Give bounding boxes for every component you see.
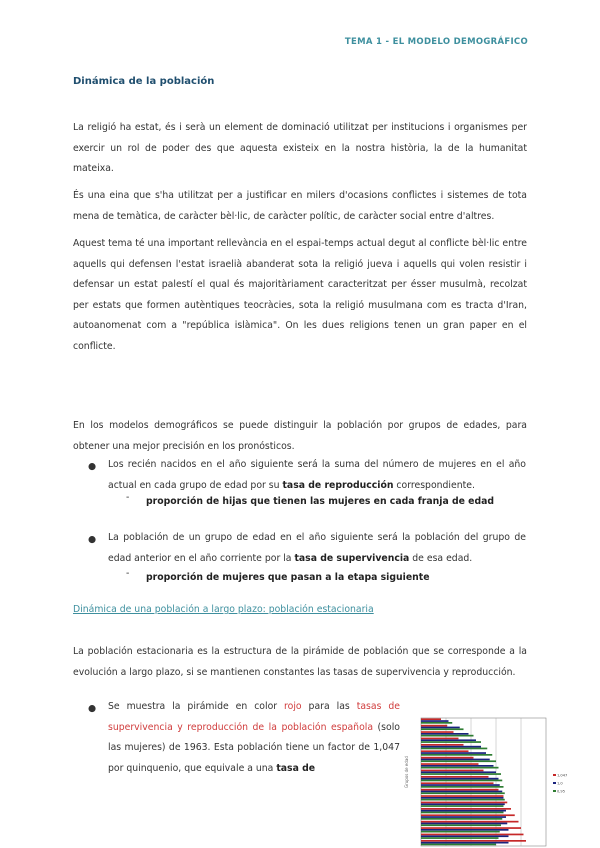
chart-legend-label: 1,047 <box>557 773 568 778</box>
pyramid-chart <box>405 712 570 848</box>
bullet-survival: La población de un grupo de edad en el año siguiente será la población del grupo de edad anterior en el año corriente por la tasa de supervivencia de esa edad. <box>108 532 526 564</box>
chart-bar <box>421 844 496 846</box>
chart-legend-swatch <box>553 790 556 792</box>
chart-bar <box>421 782 494 784</box>
chart-bar <box>421 767 499 769</box>
chart-bar <box>421 786 504 788</box>
chart-bar <box>421 778 499 780</box>
chart-bar <box>421 823 507 825</box>
chart-bar <box>421 805 504 807</box>
chart-bar <box>421 810 506 812</box>
chart-bar <box>421 837 499 839</box>
link-stationary-population[interactable]: Dinámica de una población a largo plazo: población estacionaria <box>73 604 374 615</box>
section-title: Dinámica de la población <box>73 76 215 87</box>
chart-plot-frame <box>421 718 546 846</box>
chart-bar <box>421 727 460 729</box>
chart-bar <box>421 802 507 804</box>
paragraph-stationary: La población estacionaria es la estructura de la pirámide de población que se corresponde a la evolución a largo plazo, si se mantienen constantes las tasas de supervivencia y reproducción. <box>73 646 527 678</box>
chart-legend-label: 1,0 <box>557 781 563 786</box>
paragraph-religion-conflict: Aquest tema té una important rellevància en el espai-temps actual degut al conflicte bèl·lic entre aquells qui defensen l'estat israelià abanderat sota la religió jueva i aquells qui volen resistir i defensar un estat palestí el qual és majoritàriament caracteritzat per ésser musulmà, recolzat per estats que formen autèntiques teocràcies, sota la religió musulmana com es tracta d'Iran, autoanomenat com a "república islàmica". On les dues religions tenen un gran paper en el conflicte. <box>73 238 527 352</box>
chart-bar <box>421 834 524 836</box>
chart-bar <box>421 735 474 737</box>
sub-survival: proporción de mujeres que pasan a la etapa siguiente <box>146 572 430 583</box>
chart-bar <box>421 776 489 778</box>
chart-bar <box>421 842 509 844</box>
bullet-dot: ● <box>88 703 97 714</box>
chart-bar <box>421 784 500 786</box>
chart-bar <box>421 799 505 801</box>
chart-bar <box>421 840 526 842</box>
bullet-dot: ● <box>88 461 97 472</box>
chart-bar <box>421 718 441 720</box>
chart-bar <box>421 748 487 750</box>
chart-bar <box>421 792 505 794</box>
chart-bar <box>421 738 459 740</box>
paragraph-religion-tool: És una eina que s'ha utilitzat per a justificar en milers d'ocasions conflictes i sistemes de tota mena de temàtica, de caràcter bèl·lic, de caràcter polític, de caràcter social entre d'altres. <box>73 190 527 222</box>
chart-bar <box>421 812 504 814</box>
bullet-dot: ● <box>88 534 97 545</box>
chart-bar <box>421 770 484 772</box>
chart-bar <box>421 731 454 733</box>
chart-bar <box>421 835 509 837</box>
chart-bar <box>421 750 469 752</box>
chart-bar <box>421 752 486 754</box>
sub-reproduction: proporción de hijas que tienen las mujeres en cada franja de edad <box>146 496 495 507</box>
chart-legend-swatch <box>553 782 556 784</box>
paragraph-religion-intro: La religió ha estat, és i serà un element de dominació utilitzat per institucions i organismes per exercir un rol de poder des que aquesta existeix en la nostra història, la de la humanitat mateixa. <box>73 122 527 174</box>
chart-bar <box>421 773 501 775</box>
chart-bar <box>421 818 502 820</box>
chart-bar <box>421 771 496 773</box>
chart-bar <box>421 765 494 767</box>
chart-bar <box>421 744 464 746</box>
chart-bar <box>421 795 504 797</box>
chart-bar <box>421 821 519 823</box>
chart-bar <box>421 824 501 826</box>
bullet-pyramid: Se muestra la pirámide en color rojo para las tasas de supervivencia y reproducción de la población española (solo las mujeres) de 1963. Esta población tiene un factor de 1,047 por quinquenio, que equivale a una tasa de <box>108 701 400 774</box>
chart-bar <box>421 803 505 805</box>
chart-bar <box>421 814 515 816</box>
chart-legend-label: 0,95 <box>557 789 566 794</box>
chart-bar <box>421 722 452 724</box>
chart-bar <box>421 808 511 810</box>
chart-bar <box>421 797 504 799</box>
chart-bar <box>421 827 521 829</box>
bullet-newborns: Los recién nacidos en el año siguiente será la suma del número de mujeres en el año actual en cada grupo de edad por su tasa de reproducción correspondiente. <box>108 459 526 491</box>
chart-bar <box>421 746 481 748</box>
sub-dash: - <box>126 492 130 503</box>
chart-bar <box>421 780 502 782</box>
paragraph-demographic-models: En los modelos demográficos se puede distinguir la población por grupos de edades, para obtener una mejor precisión en los pronósticos. <box>73 420 527 452</box>
chart-bar <box>421 725 447 727</box>
chart-bar <box>421 763 479 765</box>
chart-bar <box>421 760 496 762</box>
chart-bar <box>421 754 492 756</box>
chart-bar <box>421 759 490 761</box>
chart-bar <box>421 831 500 833</box>
sub-dash: - <box>126 568 130 579</box>
chart-bar <box>421 733 469 735</box>
chart-bar <box>421 728 464 730</box>
header-title: TEMA 1 - EL MODELO DEMOGRÁFICO <box>344 37 528 47</box>
chart-ylabel: Grupos de edad <box>404 756 409 788</box>
chart-bar <box>421 816 506 818</box>
chart-bar <box>421 757 474 759</box>
chart-legend-swatch <box>553 774 556 776</box>
chart-bar <box>421 720 449 722</box>
chart-bar <box>421 791 502 793</box>
chart-bar <box>421 829 509 831</box>
chart-bar <box>421 739 476 741</box>
chart-bar <box>421 789 499 791</box>
chart-bar <box>421 741 481 743</box>
